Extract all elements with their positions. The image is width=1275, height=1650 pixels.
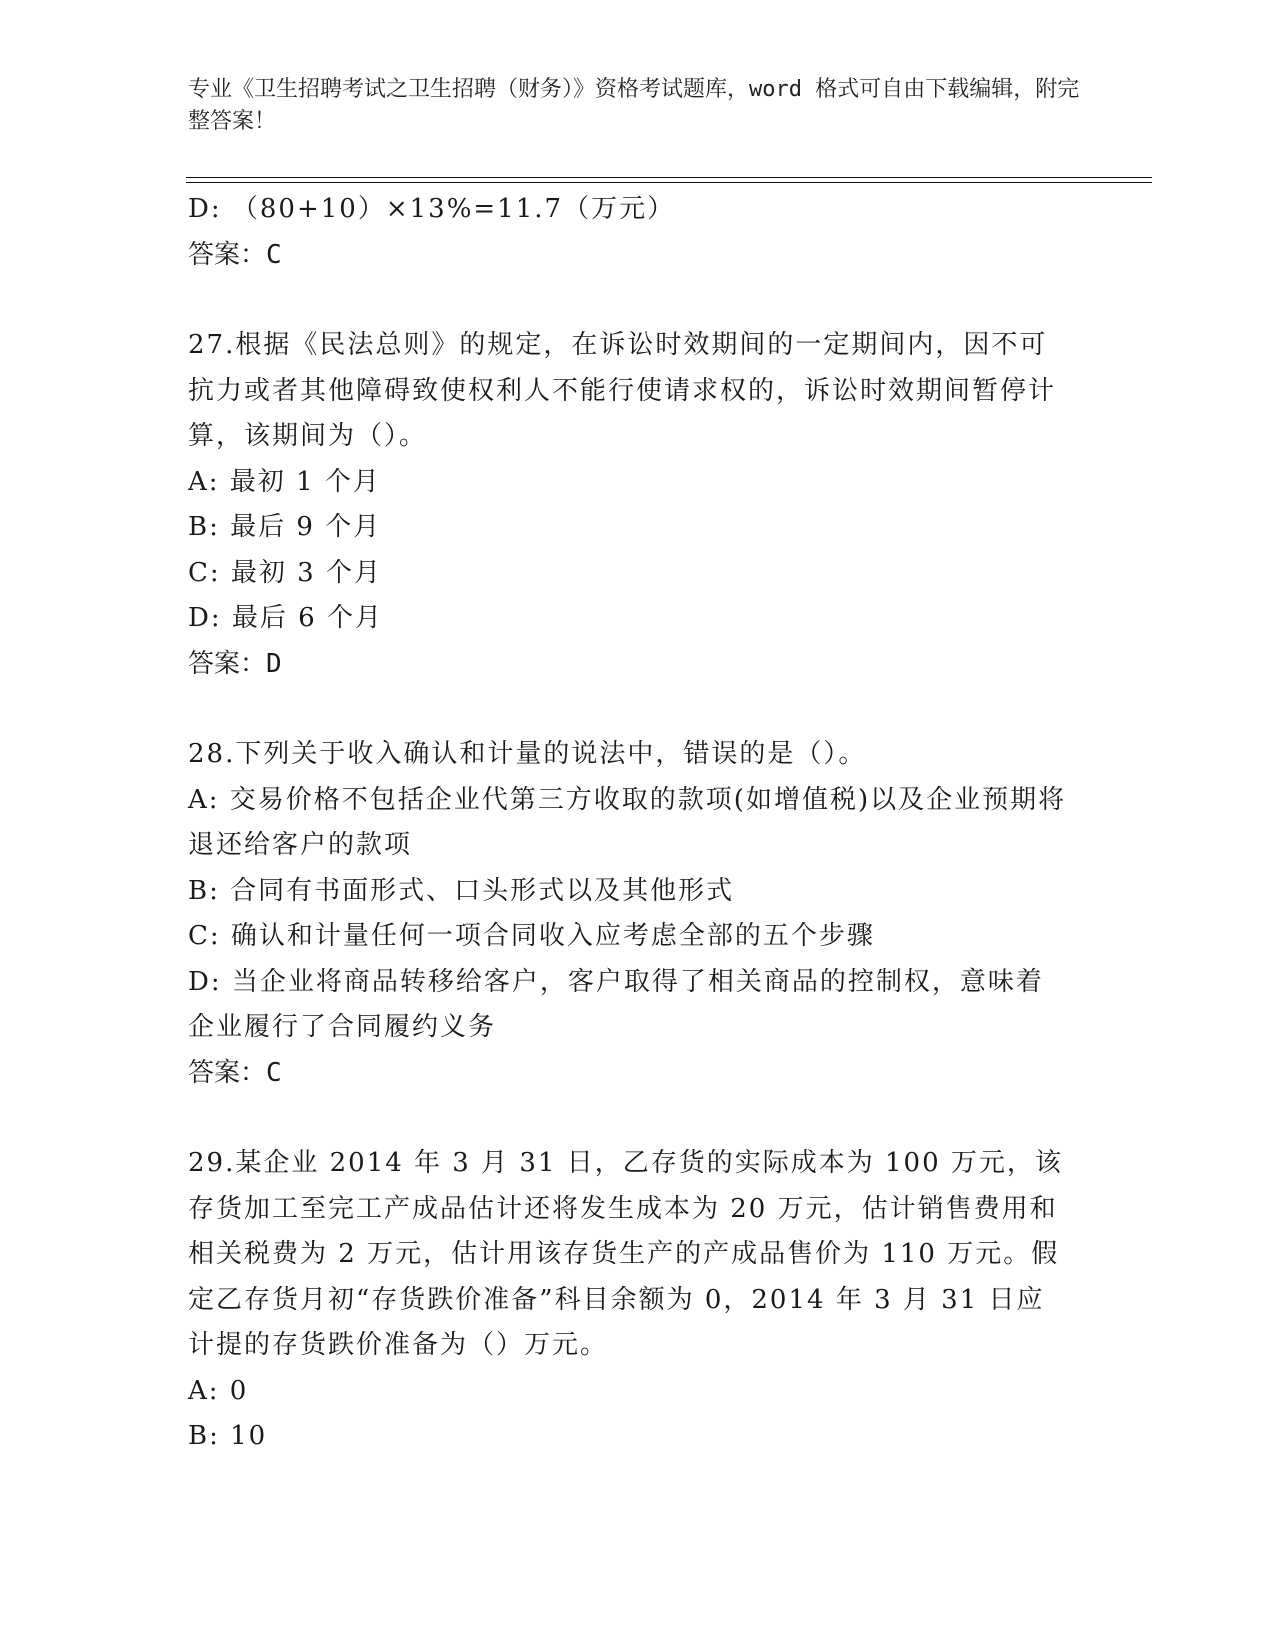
option-d: D: 当企业将商品转移给客户，客户取得了相关商品的控制权，意味着企业履行了合同履约义务 xyxy=(188,966,1044,1042)
answer: 答案：C xyxy=(188,1057,282,1088)
option-b: B: 合同有书面形式、口头形式以及其他形式 xyxy=(188,875,735,906)
header-rule xyxy=(186,177,1152,178)
exam-content xyxy=(188,187,1068,1460)
option-a: A: 交易价格不包括企业代第三方收取的款项(如增值税)以及企业预期将退还给客户的款项 xyxy=(188,784,1067,860)
page-header: 专业《卫生招聘考试之卫生招聘（财务）》资格考试题库，word 格式可自由下载编辑，附完整答案！ xyxy=(188,77,1080,134)
previous-question-tail xyxy=(188,187,1068,278)
option-b: B: 10 xyxy=(188,1421,268,1451)
question-stem: 29.某企业 2014 年 3 月 31 日，乙存货的实际成本为 100 万元，该存货加工至完工产成品估计还将发生成本为 20 万元，估计销售费用和相关税费为 2 万元，估计用该存货生产的产成品售价为 110 万元。假定乙存货月初“存货跌价准备”科目余额为 0，2014 年 3 月 31 日应计提的存货跌价准备为（）万元。 xyxy=(188,1148,1063,1360)
question-stem: 28.下列关于收入确认和计量的说法中，错误的是（）。 xyxy=(188,739,867,769)
answer: 答案：C xyxy=(188,239,282,270)
answer: 答案：D xyxy=(188,648,282,679)
question-stem: 27.根据《民法总则》的规定，在诉讼时效期间的一定期间内，因不可抗力或者其他障碍致使权利人不能行使请求权的，诉讼时效期间暂停计算，该期间为（）。 xyxy=(188,330,1057,451)
question-29 xyxy=(188,1141,1068,1460)
question-28 xyxy=(188,732,1068,1096)
option-c: C: 确认和计量任何一项合同收入应考虑全部的五个步骤 xyxy=(188,921,875,951)
option-b: B: 最后 9 个月 xyxy=(188,512,382,542)
option-c: C: 最初 3 个月 xyxy=(188,557,382,588)
option-d: D: 最后 6 个月 xyxy=(188,603,383,633)
option-d: D: （80+10）×13%=11.7（万元） xyxy=(188,194,676,224)
option-a: A: 最初 1 个月 xyxy=(188,466,381,497)
option-a: A: 0 xyxy=(188,1375,249,1406)
question-27 xyxy=(188,323,1068,687)
header-rule-double xyxy=(186,182,1152,183)
